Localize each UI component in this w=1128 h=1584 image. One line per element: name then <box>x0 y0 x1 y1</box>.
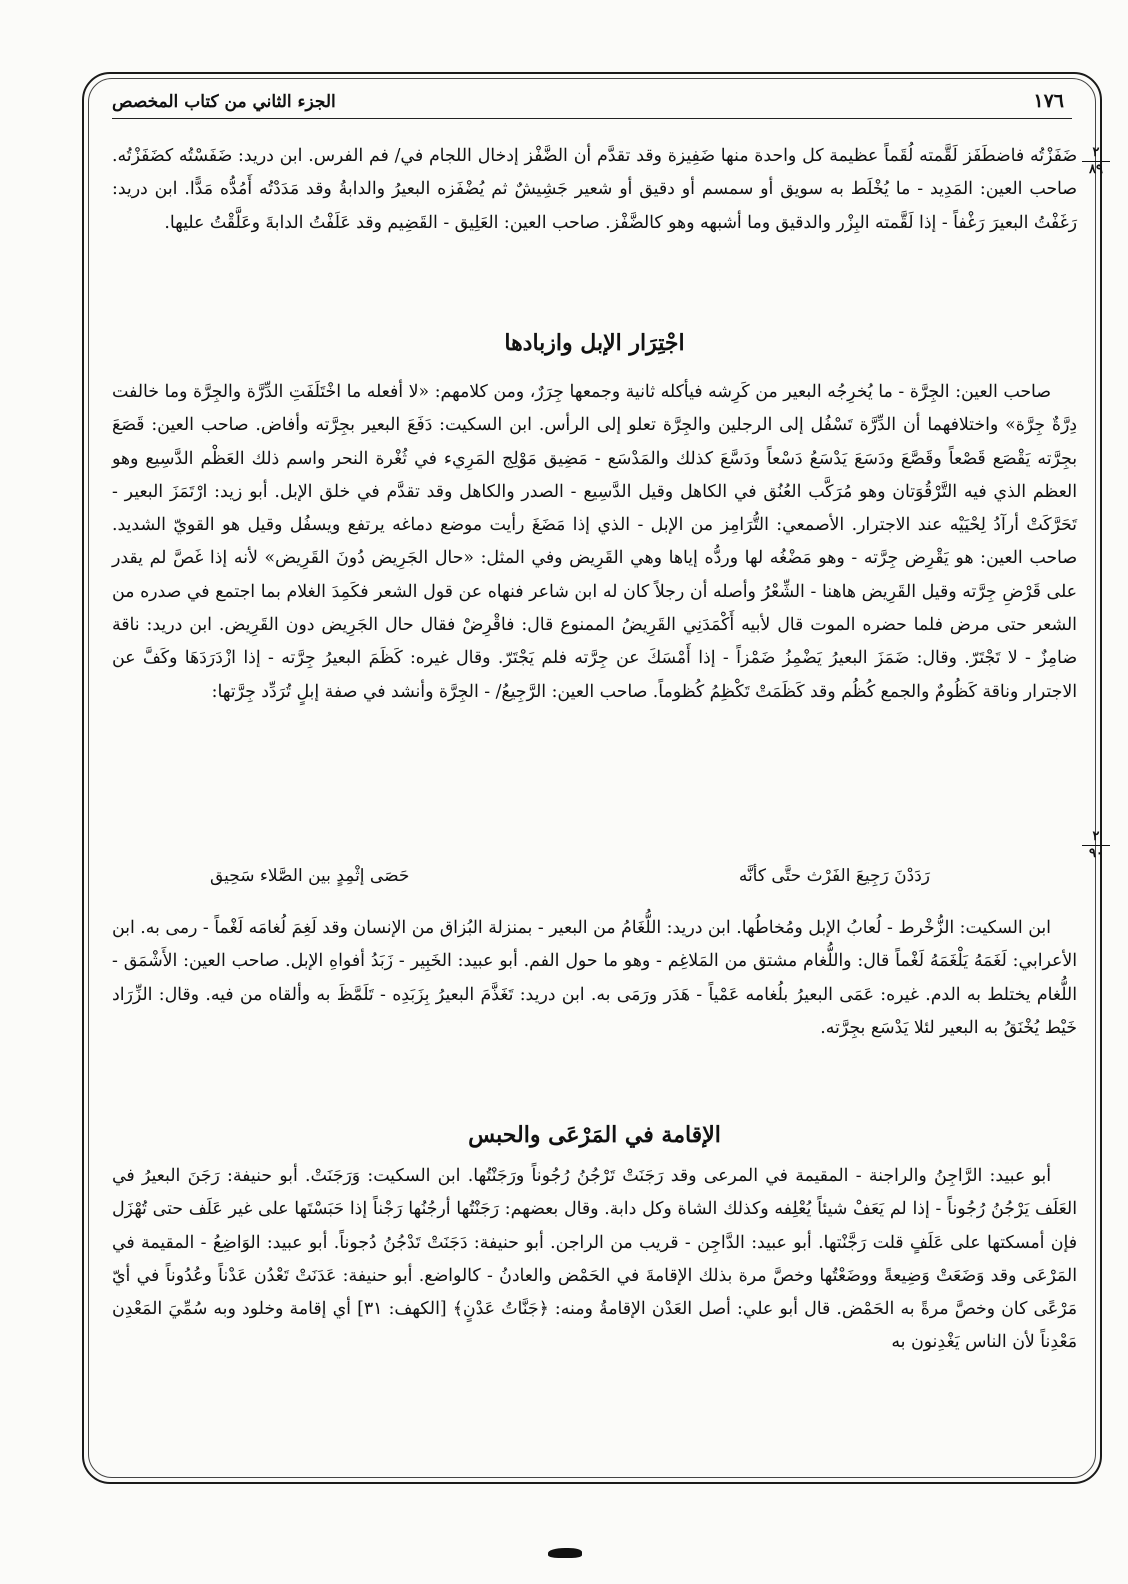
margin-volume: ٢ <box>1092 829 1100 844</box>
paragraph: أبو عبيد: الرَّاجِنُ والراجنة - المقيمة في المرعى وقد رَجَنَتْ تَرْجُنُ رُجُوناً ورَجَنْتُها. ابن السكيت: وَرَجَنَتْ. أبو حنيفة: رَجَنَ البعيرُ في العَلَف يَرْجُنُ رُجُوناً - إذا لم يَعَفْ شيئاً يُعْلِفه وكذلك الشاة وكل دابة. وقال بعضهم: رَجَنْتُها أرجُنُها رَجْناً إذا حَبَسْتَها على غير عَلَف حتى تُهْزَل فإن أمسكتها على عَلَفٍ قلت رَجَّنْتها. أبو عبيد: الدَّاجِن - قريب من الراجن. أبو حنيفة: دَجَنَتْ تَدْجُنُ دُجوناً. أبو عبيد: الوَاضِعُ - المقيمة في المَرْعَى وقد وَضَعَتْ وَضِيعةً ووضَعْتُها وخصَّ مرة بذلك الإقامةَ في الحَمْض والعادنُ - كالواضع. أبو حنيفة: عَدَنَتْ تَعْدُن عَدْناً وعُدُوناً في أيّ مَرْعًى كان وخصَّ مرةً به الحَمْض. قال أبو علي: أصل العَدْن الإقامةُ ومنه: ﴿جَنَّاتُ عَدْنٍ﴾ [الكهف: ٣١] أي إقامة وخلود وبه سُمِّيَ المَعْدِن مَعْدِناً لأن الناس يَغْدِنون به <box>112 1166 1077 1353</box>
margin-page-reference <box>1078 146 1114 177</box>
section-body <box>112 376 1077 709</box>
margin-page-reference <box>1078 830 1114 861</box>
section-heading: الإقامة في المَرْعَى والحبس <box>468 1122 721 1148</box>
ink-mark <box>548 1548 582 1558</box>
page-header <box>112 86 1072 119</box>
paragraph: صاحب العين: الجِرَّة - ما يُخرِجُه البعير من كَرِشه فيأكله ثانية وجمعها جِرَرٌ، ومن كلامهم: «لا أفعله ما اخْتَلَفَتِ الدِّرَّة والجِرَّة وما خالفت دِرَّةٌ جِرَّة» واختلافهما أن الدِّرَّة تَسْفُل إلى الرجلين والجِرَّة تعلو إلى الرأس. ابن السكيت: دَفَعَ البعير بجِرَّته وأفاض. صاحب العين: قَصَعَ بجِرَّته يَقْصَع قَصْعاً وقَصَّعَ ودَسَعَ يَدْسَعُ دَسْعاً ودَسَّعَ كذلك والمَدْسَع - مَضِيق مَوْلِج المَرِيء في ثُغْرة النحر واسم ذلك العَظْم الدَّسِيع وهو العظم الذي فيه التَّرْقُوَتان وهو مُرَكَّب العُنُق في الكاهل وقيل الدَّسِيع - الصدر والكاهل وقد تقدَّم في خلق الإبل. أبو زيد: ارْتَمَزَ البعير - تَحَرَّكَتْ أرآدُ لِحْيَيْه عند الاجترار. الأصمعي: التُّرَامِز من الإبل - الذي إذا مَضَغَ رأيت موضع دماغه يرتفع ويسفُل وقيل هو القويّ الشديد. صاحب العين: هو يَقْرِض جِرَّته - وهو مَضْغُه لها وردُّه إياها وهي القَرِيض وفي المثل: «حال الجَرِيض دُونَ القَرِيض» لأنه إذا غَصَّ لم يقدر على قَرْضِ جِرَّته وقيل القَرِيض هاهنا - الشِّعْرُ وأصله أن رجلاً كان له ابن شاعر فنهاه عن قول الشعر فكَمِدَ الغلام بما اجتمع في صدره من الشعر حتى مرض فلما حضره الموت قال لأبيه أَكْمَدَنِي القَرِيضُ الممنوع قال: فاقْرِضْ فقال حال الجَرِيض دون القَرِيض. ابن دريد: ناقة ضامِزٌ - لا تَجْتَرّ. وقال: ضَمَزَ البعيرُ يَضْمِزُ ضَمْزاً - إذا أَمْسَكَ عن جِرَّته فلم يَجْتَرّ. وقال غيره: كَظَمَ البعيرُ جِرَّته - إذا ازْدَرَدَهَا وكَفَّ عن الاجترار وناقة كَظُومٌ والجمع كُظُم وقد كَظَمَتْ تَكْظِمُ كُظوماً. صاحب العين: الرَّجِيعُ/ - الجِرَّة وأنشد في صفة إبلٍ تُرَدِّد جِرَّتها: <box>112 382 1077 702</box>
page-number: ١٧٦ <box>1033 90 1064 112</box>
verse-second-hemistich: حَصَى إثْمِدٍ بين الصَّلاء سَحِيق <box>210 866 410 886</box>
book-title: الجزء الثاني من كتاب المخصص <box>112 92 336 112</box>
paragraph: ضَفَزْتُه فاضطَفَز لَقَّمته لُقَماً عظيمة كل واحدة منها ضَفِيزة وقد تقدَّم أن الضَّفْز إدخال اللجام في/ فم الفرس. ابن دريد: ضَفَسْتُه كضَفَزْتُه. صاحب العين: المَدِيد - ما يُخْلَط به سويق أو سمسم أو دقيق أو شعير جَشِيشٌ ثم يُضْفَزه البعيرُ والدابةُ وقد مَدَدْتُه أَمُدُّه مَدًّا. ابن دريد: رَغَفْتُ البعيرَ رَغْفاً - إذا لَقَّمته البِزْر والدقيق وما أشبهه وهو كالضَّفْز. صاحب العين: العَلِيق - القَضِيم وقد عَلَفْتُ الدابةَ وعَلَّقْتُ عليها. <box>112 146 1077 233</box>
margin-page: ٨٩ <box>1089 162 1103 177</box>
poetry-verse <box>210 866 930 886</box>
paragraph: ابن السكيت: الزُّخْرط - لُعابُ الإبل ومُخاطُها. ابن دريد: اللُّغَامُ من البعير - بمنزلة البُزاق من الإنسان وقد لَغِمَ لُغامَه لَغْماً - رمى به. ابن الأعرابي: لَغَمَهُ يَلْغَمَهُ لَغْماً قال: واللُّغام مشتق من المَلاغِم - وهو ما حول الفم. أبو عبيد: الخَبِير - زَبَدُ أفواهِ الإبل. صاحب العين: الأَشْمَق - اللُّغام يختلط به الدم. غيره: عَمَى البعيرُ بلُغامه عَمْياً - هَدَر ورَمَى به. ابن دريد: تَغَذَّمَ البعيرُ بِزَبَدِه - تَلَمَّظَ به وألقاه من فيه. وقال: الزِّرَاد خَيْط يُخْنَقُ به البعير لئلا يَدْسَع بجِرَّته. <box>112 918 1077 1038</box>
section-body <box>112 1160 1077 1360</box>
intro-paragraph-block <box>112 140 1077 240</box>
margin-page: ٩٠ <box>1089 846 1103 861</box>
section-heading: اجْتِرَار الإبل وازبادها <box>504 330 685 356</box>
verse-first-hemistich: رَدَدْنَ رَجِيعَ الفَرْث حتَّى كأنَّه <box>738 866 930 886</box>
margin-volume: ٢ <box>1092 145 1100 160</box>
section-body <box>112 912 1077 1045</box>
